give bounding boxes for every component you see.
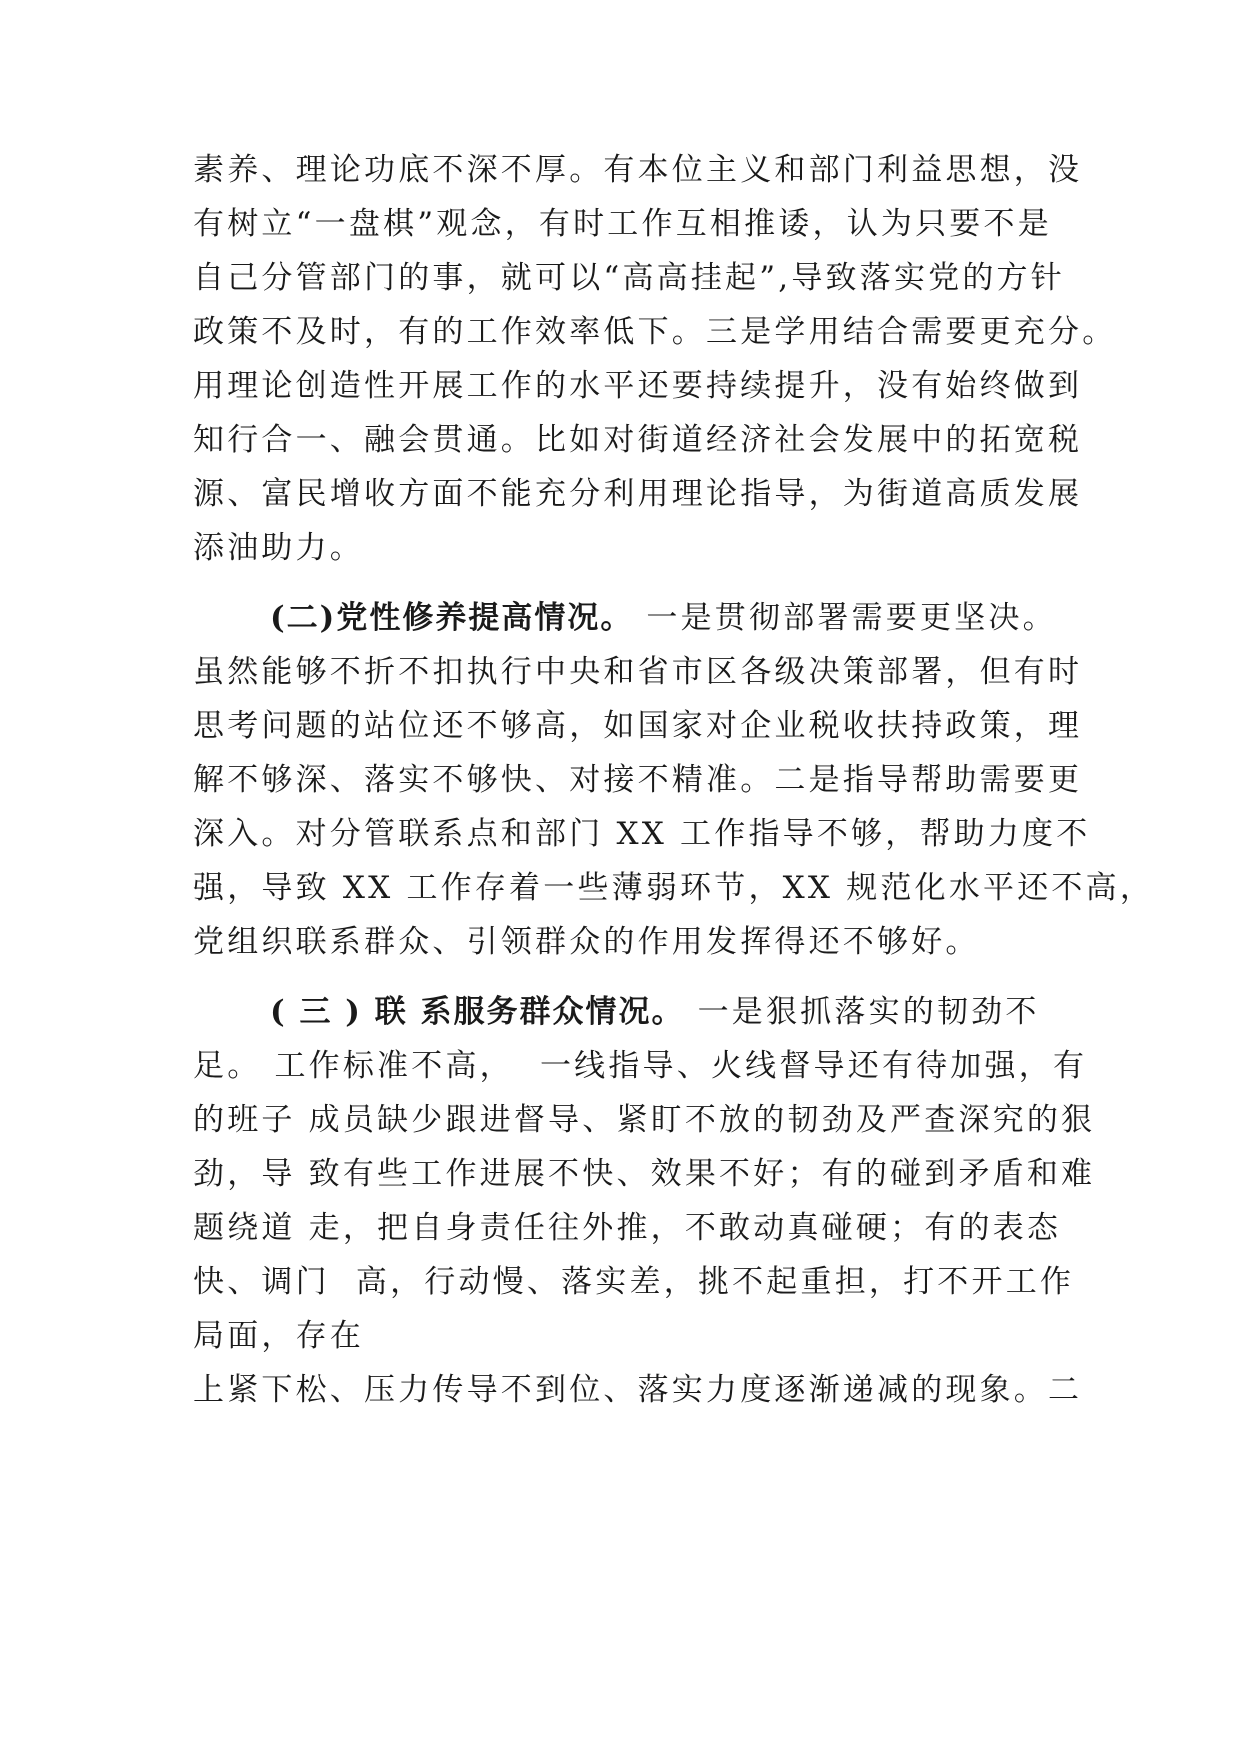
paragraph-line: 足。 工作标准不高， 一线指导、火线督导还有待加强，有 bbox=[193, 1048, 1088, 1084]
paragraph-line: 解不够深、落实不够快、对接不精准。二是指导帮助需要更 bbox=[193, 762, 1083, 798]
paragraph-line: 劲，导 致有些工作进展不快、效果不好；有的碰到矛盾和难 bbox=[193, 1156, 1096, 1192]
paragraph-line: 用理论创造性开展工作的水平还要持续提升，没有始终做到 bbox=[193, 368, 1083, 404]
paragraph-line: 素养、理论功底不深不厚。有本位主义和部门利益思想，没 bbox=[193, 152, 1083, 188]
section-3-first-line-text: 一是狠抓落实的韧劲不 bbox=[684, 994, 1040, 1030]
paragraph-line: 自己分管部门的事，就可以“高高挂起”,导致落实党的方针 bbox=[193, 260, 1065, 296]
paragraph-line: 强，导致 XX 工作存着一些薄弱环节，XX 规范化水平还不高， bbox=[193, 870, 1155, 906]
paragraph-line: 思考问题的站位还不够高，如国家对企业税收扶持政策，理 bbox=[193, 708, 1083, 744]
paragraph-line: 题绕道 走，把自身责任往外推，不敢动真碰硬；有的表态 bbox=[193, 1210, 1062, 1246]
paragraph-line: 快、调门 高，行动慢、落实差，挑不起重担，打不开工作 bbox=[193, 1264, 1075, 1300]
section-2-first-line bbox=[270, 598, 1057, 638]
paragraph-line: 有树立“一盘棋”观念，有时工作互相推诿，认为只要不是 bbox=[193, 206, 1052, 242]
paragraph-line: 局面，存在 bbox=[193, 1318, 364, 1354]
section-2-heading: (二)党性修养提高情况。 bbox=[270, 600, 634, 636]
paragraph-line: 知行合一、融会贯通。比如对街道经济社会发展中的拓宽税 bbox=[193, 422, 1083, 458]
paragraph-line: 党组织联系群众、引领群众的作用发挥得还不够好。 bbox=[193, 924, 980, 960]
section-3-heading: ( 三 ) 联 系服务群众情况。 bbox=[270, 994, 685, 1030]
paragraph-line: 政策不及时，有的工作效率低下。三是学用结合需要更充分。 bbox=[193, 314, 1117, 350]
paragraph-line: 的班子 成员缺少跟进督导、紧盯不放的韧劲及严查深究的狠 bbox=[193, 1102, 1096, 1138]
paragraph-line: 源、富民增收方面不能充分利用理论指导，为街道高质发展 bbox=[193, 476, 1083, 512]
paragraph-line: 深入。对分管联系点和部门 XX 工作指导不够，帮助力度不 bbox=[193, 816, 1091, 852]
section-3-first-line bbox=[270, 992, 1040, 1032]
section-2-first-line-text: 一是贯彻部署需要更坚决。 bbox=[633, 600, 1057, 636]
paragraph-line: 添油助力。 bbox=[193, 530, 364, 566]
paragraph-line: 虽然能够不折不扣执行中央和省市区各级决策部署，但有时 bbox=[193, 654, 1083, 690]
paragraph-line: 上紧下松、压力传导不到位、落实力度逐渐递减的现象。二 bbox=[193, 1372, 1083, 1408]
